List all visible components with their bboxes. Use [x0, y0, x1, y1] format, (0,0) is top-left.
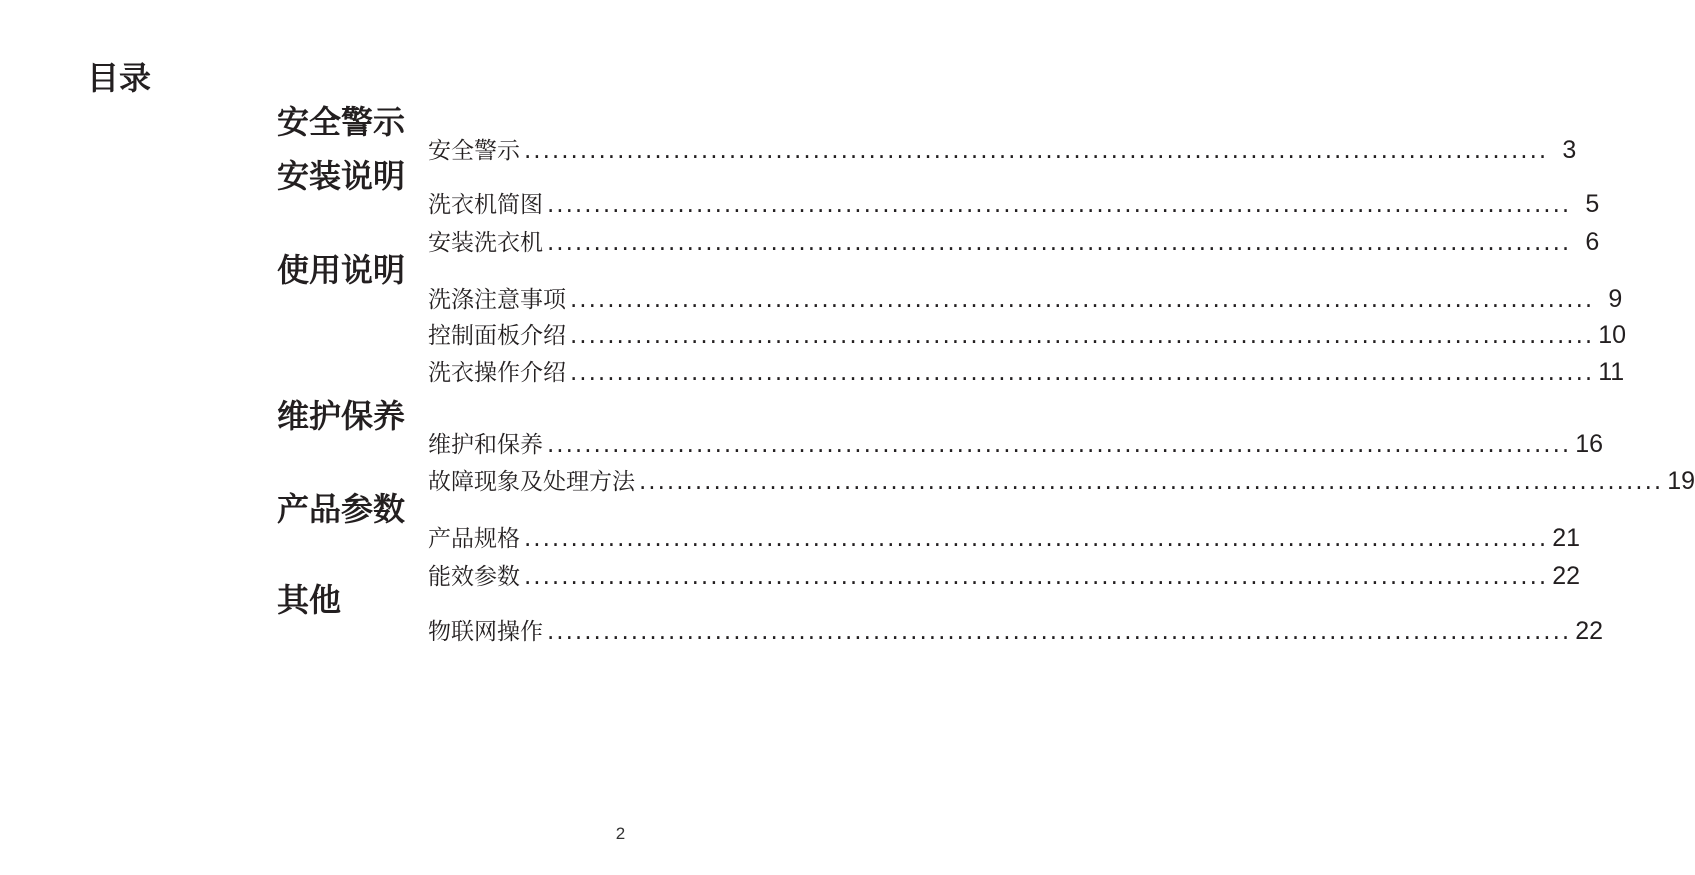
toc-entry-page: 21 [1552, 524, 1581, 552]
toc-entry[interactable] [428, 284, 1623, 314]
dot-leader: .............................................................................................................. [547, 192, 1572, 218]
toc-entry-page: 3 [1562, 136, 1577, 164]
section-heading-usage: 使用说明 [277, 251, 406, 289]
toc-entry-label: 产品规格 [428, 526, 520, 552]
toc-entry-label: 控制面板介绍 [428, 323, 566, 349]
toc-entry-page: 10 [1598, 321, 1627, 349]
toc-entry[interactable] [428, 616, 1604, 646]
toc-entry[interactable] [428, 135, 1577, 165]
toc-entry-label: 故障现象及处理方法 [428, 469, 635, 495]
toc-entry-page: 6 [1585, 228, 1600, 256]
section-heading-maintenance: 维护保养 [277, 397, 406, 435]
toc-entry-label: 安全警示 [428, 138, 520, 164]
toc-entry-label: 维护和保养 [428, 432, 543, 458]
toc-entry[interactable] [428, 189, 1600, 219]
toc-entry[interactable] [428, 523, 1581, 553]
toc-entry-page: 22 [1552, 562, 1581, 590]
toc-entry-page: 9 [1608, 285, 1623, 313]
page-number: 2 [615, 824, 626, 843]
toc-entry[interactable] [428, 561, 1581, 591]
section-heading-installation: 安装说明 [277, 157, 406, 195]
toc-entry-label: 洗衣机简图 [428, 192, 543, 218]
dot-leader: .............................................................................................................. [524, 138, 1549, 164]
toc-title: 目录 [87, 59, 152, 97]
dot-leader: .............................................................................................................. [570, 287, 1595, 313]
section-heading-other: 其他 [277, 581, 342, 619]
toc-entry-label: 能效参数 [428, 564, 520, 590]
dot-leader: .............................................................................................................. [547, 432, 1572, 458]
toc-entry-label: 物联网操作 [428, 619, 543, 645]
dot-leader: .............................................................................................................. [639, 469, 1664, 495]
toc-entry-label: 洗涤注意事项 [428, 287, 566, 313]
toc-entry[interactable] [428, 357, 1625, 387]
toc-entry[interactable] [428, 429, 1604, 459]
dot-leader: .............................................................................................................. [547, 619, 1572, 645]
dot-leader: .............................................................................................................. [570, 360, 1595, 386]
toc-entry[interactable] [428, 320, 1627, 350]
toc-entry-page: 5 [1585, 190, 1600, 218]
dot-leader: .............................................................................................................. [524, 526, 1549, 552]
toc-entry-label: 洗衣操作介绍 [428, 360, 566, 386]
toc-entry[interactable] [428, 466, 1695, 496]
toc-entry-page: 11 [1598, 358, 1625, 386]
toc-entry[interactable] [428, 227, 1600, 257]
toc-entry-page: 19 [1667, 467, 1695, 495]
section-heading-safety: 安全警示 [277, 103, 406, 141]
toc-entry-label: 安装洗衣机 [428, 230, 543, 256]
dot-leader: .............................................................................................................. [547, 230, 1572, 256]
toc-entry-page: 22 [1575, 617, 1604, 645]
toc-entry-page: 16 [1575, 430, 1604, 458]
section-heading-specs: 产品参数 [277, 490, 406, 528]
dot-leader: .............................................................................................................. [570, 323, 1595, 349]
dot-leader: .............................................................................................................. [524, 564, 1549, 590]
